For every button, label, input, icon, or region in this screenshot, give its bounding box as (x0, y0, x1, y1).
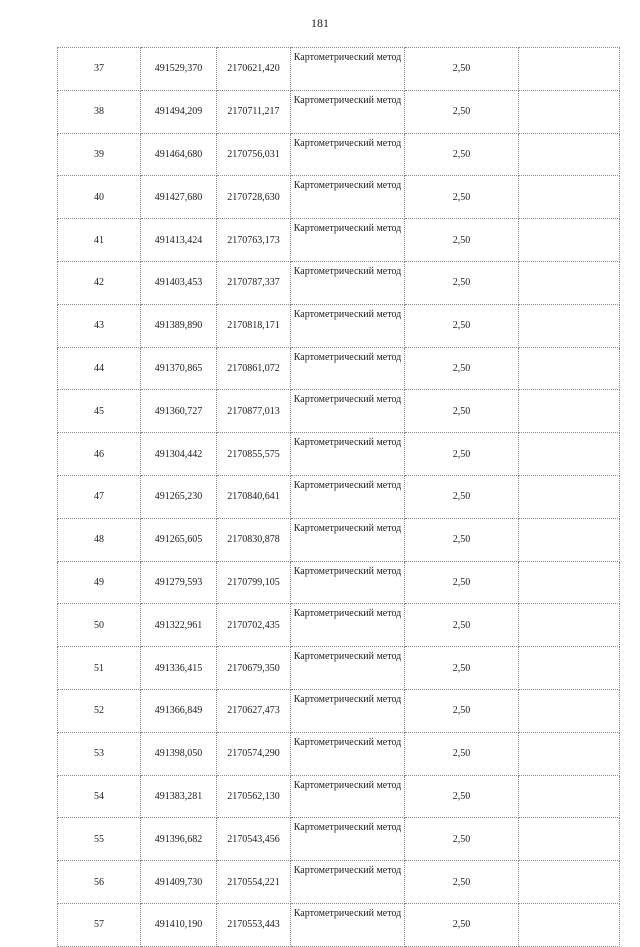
x-coordinate-cell: 491410,190 (141, 903, 217, 946)
x-coordinate-cell: 491396,682 (141, 818, 217, 861)
accuracy-cell: 2,50 (405, 48, 519, 91)
accuracy-cell: 2,50 (405, 133, 519, 176)
table-row (58, 518, 620, 561)
accuracy-cell: 2,50 (405, 219, 519, 262)
x-coordinate-cell: 491389,890 (141, 304, 217, 347)
note-cell (519, 133, 620, 176)
method-cell: Картометрический метод (291, 732, 405, 775)
point-number-cell: 42 (58, 261, 141, 304)
method-cell: Картометрический метод (291, 219, 405, 262)
point-number-cell: 51 (58, 647, 141, 690)
note-cell (519, 861, 620, 904)
x-coordinate-cell: 491322,961 (141, 604, 217, 647)
method-cell: Картометрический метод (291, 518, 405, 561)
note-cell (519, 219, 620, 262)
point-number-cell: 52 (58, 689, 141, 732)
x-coordinate-cell: 491413,424 (141, 219, 217, 262)
note-cell (519, 689, 620, 732)
method-cell: Картометрический метод (291, 475, 405, 518)
note-cell (519, 903, 620, 946)
coordinates-table (57, 47, 620, 947)
y-coordinate-cell: 2170728,630 (217, 176, 291, 219)
accuracy-cell: 2,50 (405, 903, 519, 946)
note-cell (519, 48, 620, 91)
note-cell (519, 390, 620, 433)
point-number-cell: 46 (58, 433, 141, 476)
accuracy-cell: 2,50 (405, 861, 519, 904)
table-row (58, 304, 620, 347)
y-coordinate-cell: 2170787,337 (217, 261, 291, 304)
method-cell: Картометрический метод (291, 689, 405, 732)
note-cell (519, 90, 620, 133)
point-number-cell: 38 (58, 90, 141, 133)
table-row (58, 390, 620, 433)
x-coordinate-cell: 491529,370 (141, 48, 217, 91)
table-body (58, 48, 620, 947)
note-cell (519, 604, 620, 647)
table-row (58, 689, 620, 732)
y-coordinate-cell: 2170861,072 (217, 347, 291, 390)
point-number-cell: 49 (58, 561, 141, 604)
table-row (58, 475, 620, 518)
note-cell (519, 433, 620, 476)
y-coordinate-cell: 2170543,456 (217, 818, 291, 861)
accuracy-cell: 2,50 (405, 390, 519, 433)
table-row (58, 647, 620, 690)
method-cell: Картометрический метод (291, 775, 405, 818)
table-row (58, 90, 620, 133)
accuracy-cell: 2,50 (405, 775, 519, 818)
y-coordinate-cell: 2170840,641 (217, 475, 291, 518)
x-coordinate-cell: 491304,442 (141, 433, 217, 476)
method-cell: Картометрический метод (291, 903, 405, 946)
table-row (58, 133, 620, 176)
table-row (58, 347, 620, 390)
y-coordinate-cell: 2170627,473 (217, 689, 291, 732)
x-coordinate-cell: 491366,849 (141, 689, 217, 732)
y-coordinate-cell: 2170818,171 (217, 304, 291, 347)
x-coordinate-cell: 491494,209 (141, 90, 217, 133)
x-coordinate-cell: 491360,727 (141, 390, 217, 433)
table-row (58, 818, 620, 861)
y-coordinate-cell: 2170763,173 (217, 219, 291, 262)
y-coordinate-cell: 2170562,130 (217, 775, 291, 818)
accuracy-cell: 2,50 (405, 518, 519, 561)
x-coordinate-cell: 491265,605 (141, 518, 217, 561)
point-number-cell: 37 (58, 48, 141, 91)
x-coordinate-cell: 491427,680 (141, 176, 217, 219)
x-coordinate-cell: 491370,865 (141, 347, 217, 390)
point-number-cell: 57 (58, 903, 141, 946)
y-coordinate-cell: 2170799,105 (217, 561, 291, 604)
accuracy-cell: 2,50 (405, 90, 519, 133)
accuracy-cell: 2,50 (405, 433, 519, 476)
note-cell (519, 304, 620, 347)
point-number-cell: 50 (58, 604, 141, 647)
x-coordinate-cell: 491383,281 (141, 775, 217, 818)
accuracy-cell: 2,50 (405, 475, 519, 518)
accuracy-cell: 2,50 (405, 304, 519, 347)
note-cell (519, 475, 620, 518)
page-number: 181 (311, 16, 329, 30)
y-coordinate-cell: 2170711,217 (217, 90, 291, 133)
table-row (58, 433, 620, 476)
point-number-cell: 48 (58, 518, 141, 561)
table-row (58, 261, 620, 304)
x-coordinate-cell: 491279,593 (141, 561, 217, 604)
note-cell (519, 518, 620, 561)
note-cell (519, 176, 620, 219)
point-number-cell: 53 (58, 732, 141, 775)
point-number-cell: 41 (58, 219, 141, 262)
point-number-cell: 45 (58, 390, 141, 433)
point-number-cell: 55 (58, 818, 141, 861)
table-row (58, 561, 620, 604)
note-cell (519, 347, 620, 390)
y-coordinate-cell: 2170574,290 (217, 732, 291, 775)
method-cell: Картометрический метод (291, 261, 405, 304)
y-coordinate-cell: 2170553,443 (217, 903, 291, 946)
y-coordinate-cell: 2170830,878 (217, 518, 291, 561)
note-cell (519, 818, 620, 861)
method-cell: Картометрический метод (291, 561, 405, 604)
accuracy-cell: 2,50 (405, 818, 519, 861)
note-cell (519, 775, 620, 818)
y-coordinate-cell: 2170855,575 (217, 433, 291, 476)
point-number-cell: 44 (58, 347, 141, 390)
y-coordinate-cell: 2170679,350 (217, 647, 291, 690)
method-cell: Картометрический метод (291, 818, 405, 861)
accuracy-cell: 2,50 (405, 347, 519, 390)
y-coordinate-cell: 2170702,435 (217, 604, 291, 647)
accuracy-cell: 2,50 (405, 261, 519, 304)
method-cell: Картометрический метод (291, 133, 405, 176)
note-cell (519, 732, 620, 775)
x-coordinate-cell: 491336,415 (141, 647, 217, 690)
table-row (58, 48, 620, 91)
table-row (58, 604, 620, 647)
method-cell: Картометрический метод (291, 861, 405, 904)
y-coordinate-cell: 2170554,221 (217, 861, 291, 904)
point-number-cell: 43 (58, 304, 141, 347)
method-cell: Картометрический метод (291, 433, 405, 476)
method-cell: Картометрический метод (291, 176, 405, 219)
point-number-cell: 40 (58, 176, 141, 219)
accuracy-cell: 2,50 (405, 604, 519, 647)
table-row (58, 219, 620, 262)
y-coordinate-cell: 2170877,013 (217, 390, 291, 433)
method-cell: Картометрический метод (291, 347, 405, 390)
method-cell: Картометрический метод (291, 304, 405, 347)
note-cell (519, 647, 620, 690)
y-coordinate-cell: 2170756,031 (217, 133, 291, 176)
x-coordinate-cell: 491409,730 (141, 861, 217, 904)
point-number-cell: 39 (58, 133, 141, 176)
note-cell (519, 561, 620, 604)
accuracy-cell: 2,50 (405, 176, 519, 219)
point-number-cell: 47 (58, 475, 141, 518)
note-cell (519, 261, 620, 304)
accuracy-cell: 2,50 (405, 732, 519, 775)
x-coordinate-cell: 491265,230 (141, 475, 217, 518)
method-cell: Картометрический метод (291, 604, 405, 647)
table-row (58, 775, 620, 818)
table-row (58, 176, 620, 219)
accuracy-cell: 2,50 (405, 689, 519, 732)
x-coordinate-cell: 491403,453 (141, 261, 217, 304)
point-number-cell: 56 (58, 861, 141, 904)
y-coordinate-cell: 2170621,420 (217, 48, 291, 91)
point-number-cell: 54 (58, 775, 141, 818)
method-cell: Картометрический метод (291, 647, 405, 690)
table-row (58, 903, 620, 946)
table-row (58, 732, 620, 775)
x-coordinate-cell: 491398,050 (141, 732, 217, 775)
method-cell: Картометрический метод (291, 48, 405, 91)
method-cell: Картометрический метод (291, 390, 405, 433)
accuracy-cell: 2,50 (405, 561, 519, 604)
accuracy-cell: 2,50 (405, 647, 519, 690)
method-cell: Картометрический метод (291, 90, 405, 133)
x-coordinate-cell: 491464,680 (141, 133, 217, 176)
table-row (58, 861, 620, 904)
